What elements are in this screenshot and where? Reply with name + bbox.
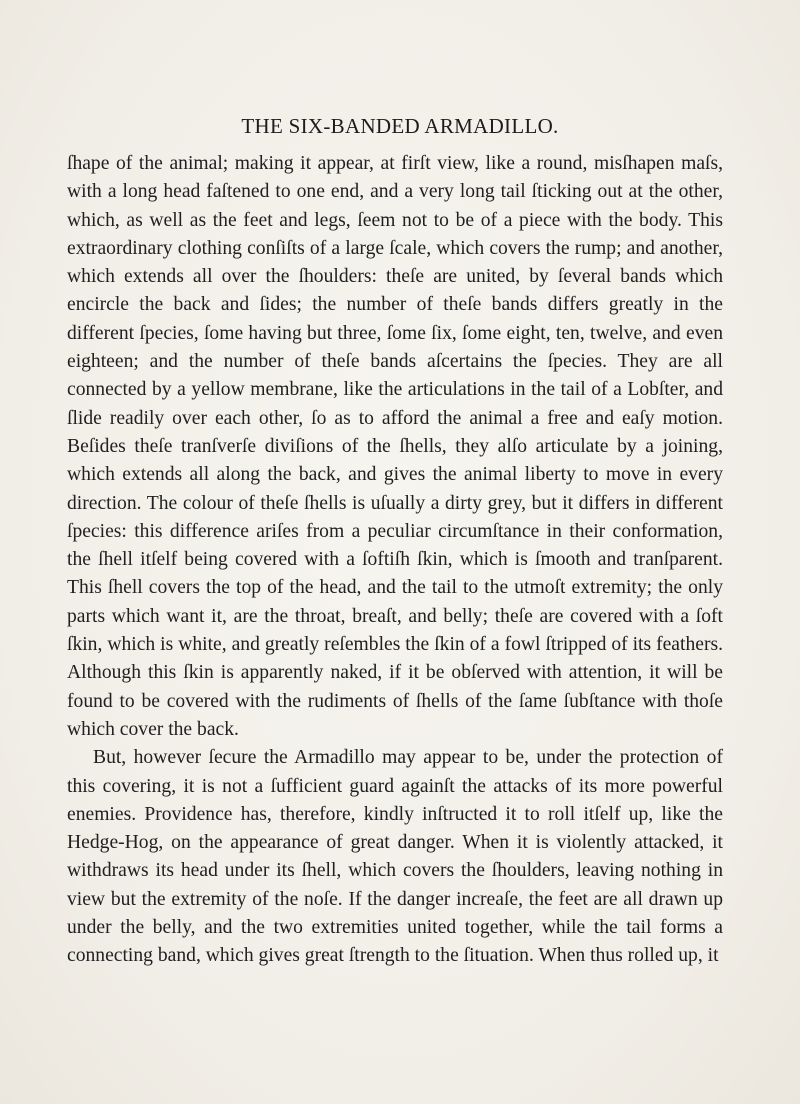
paragraph-continued: ſhape of the animal; making it appear, at firſt view, like a round, misſhapen maſs, with a long head faſtened to one end, and a very long tail ſticking out at the other, which, as well as the feet and legs, ſeem not to be of a piece with the body. This extraordinary clothing conſiſts of a large ſcale, which covers the rump; and another, which extends all over the ſhoulders: theſe are united, by ſeveral bands which encircle the back and ſides; the number of theſe bands differs greatly in the different ſpecies, ſome having but three, ſome ſix, ſome eight, ten, twelve, and even eighteen; and the number of theſe bands aſcertains the ſpecies. They are all connected by a yellow membrane, like the articulations in the tail of a Lobſter, and ſlide readily over each other, ſo as to afford the animal a free and eaſy motion. Beſides theſe tranſverſe diviſions of the ſhells, they alſo articulate by a joining, which extends all along the back, and gives the animal liberty to move in every direction. The colour of theſe ſhells is uſually a dirty grey, but it differs in different ſpecies: this difference ariſes from a peculiar circumſtance in their conformation, the ſhell itſelf being covered with a ſoftiſh ſkin, which is ſmooth and tranſparent. This ſhell covers the top of the head, and the tail to the utmoſt extremity; the only parts which want it, are the throat, breaſt, and belly; theſe are covered with a ſoft ſkin, which is white, and greatly reſembles the ſkin of a fowl ſtripped of its feathers. Although this ſkin is apparently naked, if it be obſerved with attention, it will be found to be covered with the rudiments of ſhells of the ſame ſubſtance with thoſe which cover the back. xyxy=(67,153,723,740)
running-head: THE SIX-BANDED ARMADILLO. xyxy=(241,114,559,138)
body-text xyxy=(67,150,723,971)
paragraph: But, however ſecure the Armadillo may appear to be, under the protection of this covering, it is not a ſufficient guard againſt the attacks of its more powerful enemies. Providence has, therefore, kindly inſtructed it to roll itſelf up, like the Hedge-Hog, on the appearance of great danger. When it is violently attacked, it withdraws its head under its ſhell, which covers the ſhoulders, leaving nothing in view but the extremity of the noſe. If the danger increaſe, the feet are all drawn up under the belly, and the two extremities united together, while the tail forms a connecting band, which gives great ſtrength to the ſituation. When thus rolled up, it xyxy=(67,747,723,967)
